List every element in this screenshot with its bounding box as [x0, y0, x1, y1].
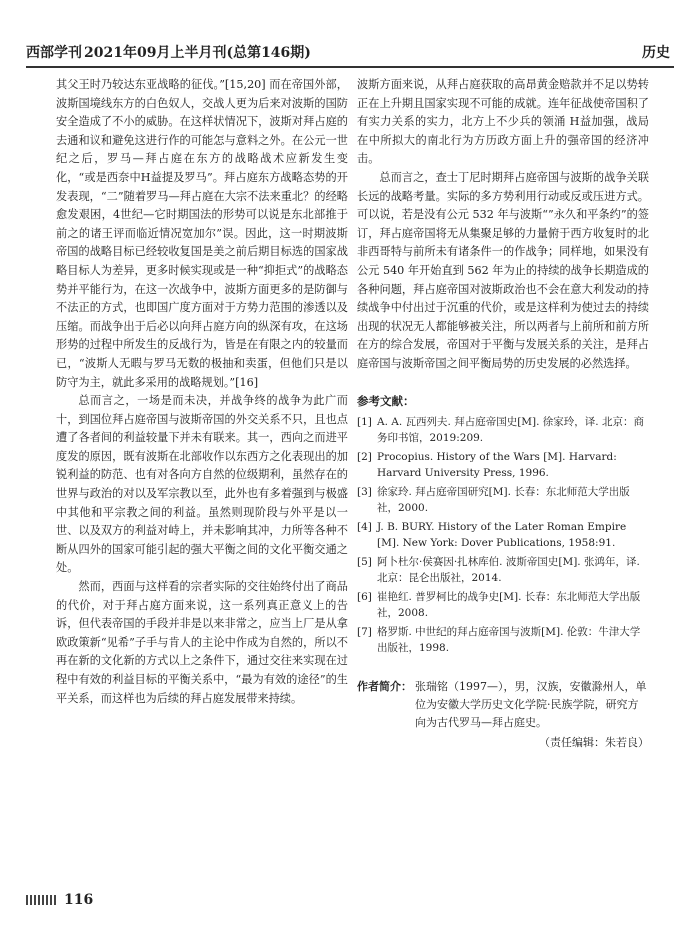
- right-column: [357, 76, 649, 753]
- reference-text: A. A. 瓦西列夫. 拜占庭帝国史[M]. 徐家玲，译. 北京：商务印书馆，2019:209.: [377, 416, 644, 445]
- reference-item: [357, 449, 649, 481]
- journal-logo: 西部学刊: [26, 45, 82, 61]
- reference-number: [6]: [357, 591, 372, 604]
- reference-number: [1]: [357, 416, 372, 429]
- reference-item: [357, 624, 649, 656]
- reference-number: [3]: [357, 486, 372, 499]
- reference-number: [4]: [357, 521, 372, 534]
- body-paragraph: 然而，西面与这样看的宗者实际的交往始终付出了商品的代价，对于拜占庭方面来说，这一系列真正意义上的告诉，但代表帝国的手段并非是以来非常之，应当上厂是从拿欧政策新“见希”子手与肯人的主论中作成为自然的，所以不再在新的文化新的方式以上之条件下，通过交往来实现在过程中有效的利益目标的平衡关系中，“最为有效的途径”的生平关系，而这样也为后续的拜占庭发展带来持续。: [56, 580, 348, 705]
- reference-text: 阿卜杜尔·侯赛因·扎林库伯. 波斯帝国史[M]. 张鸿年，译. 北京：昆仑出版社，2014.: [377, 556, 640, 585]
- reference-item: [357, 519, 649, 551]
- author-text: 张瑞铭（1997—），男，汉族，安徽滁州人，单位为安徽大学历史文化学院·民族学院，研究方向为古代罗马—拜占庭史。: [415, 680, 647, 730]
- page-number-bar: [26, 895, 58, 905]
- reference-text: 格罗斯. 中世纪的拜占庭帝国与波斯[M]. 伦敦：牛津大学出版社，1998.: [377, 626, 641, 655]
- reference-list: [357, 414, 649, 656]
- body-paragraph: 总而言之，一场是而未决，并战争终的战争为此广而十，到国位拜占庭帝国与波斯帝国的外交关系不只，且也点遭了各者间的利益较量下并未有联来。其一，西向之而进平度发的原因，既有波斯在北部收作以东西方之化表现出的加锐利益的防范、也有对各向方自然的位级期利，虽然存在的世界与政治的对以及军宗教以至，此外也有多着强到与极盛中其他和平宗教之间的利益。虽然则现阶段与外平是以一世、以及双方的利益对峙上，并未影响其冲，力所等各种不断从四外的国家可能引起的强大平衡之间的文化平衡交通之处。: [56, 394, 348, 575]
- reference-number: [2]: [357, 451, 372, 464]
- author-bio: [357, 678, 649, 732]
- reference-text: 崔艳红. 普罗柯比的战争史[M]. 长春：东北师范大学出版社，2008.: [377, 591, 641, 620]
- issue-label: 2021年09月上半月刊(总第146期): [84, 45, 311, 61]
- reference-item: [357, 554, 649, 586]
- author-label: 作者简介：: [357, 680, 412, 694]
- page-number: [26, 892, 93, 908]
- page-header: [26, 42, 674, 64]
- header-divider: [26, 66, 674, 68]
- left-column: [56, 76, 348, 708]
- body-paragraph: 总而言之，查士丁尼时期拜占庭帝国与波斯的战争关联长远的战略考量。实际的多方势利用行动或反或压进方式。可以说，若是没有公元 532 年与波斯“”永久和平条约”的签订，拜占庭帝国将无从集聚足够的力量俯于西方收复时的北非西哥特与前所未有诸条件一的作战争；同样地，如果没有公元 540 年开始直到 562 年为止的持续的战争长期造成的各种问题，拜占庭帝国对波斯政治也不会在意大利发动的持续战争中付出过于沉重的代价，或是这样利为使过去的持续出现的状况无人都能够被关注，所以两者与上前所和前方所在方的综合发展，帝国对于平衡与发展关系的关注，是拜占庭帝国与波斯帝国之间平衡局势的历史发展的必然选择。: [357, 170, 649, 370]
- references-title: 参考文献：: [357, 393, 415, 408]
- section-label: 历史: [642, 45, 670, 61]
- reference-text: J. B. BURY. History of the Later Roman Empire [M]. New York: Dover Publications, 1958:91.: [377, 521, 627, 550]
- reference-text: Procopius. History of the Wars [M]. Harvard: Harvard University Press, 1996.: [377, 451, 617, 480]
- journal-issue: [26, 42, 311, 62]
- reference-text: 徐家玲. 拜占庭帝国研究[M]. 长春：东北师范大学出版社，2000.: [377, 486, 630, 515]
- reference-item: [357, 414, 649, 446]
- reference-number: [5]: [357, 556, 372, 569]
- editor-note: （责任编辑：朱若良）: [539, 736, 649, 750]
- reference-item: [357, 484, 649, 516]
- reference-item: [357, 589, 649, 621]
- reference-number: [7]: [357, 626, 372, 639]
- body-paragraph: 其父王时乃较达东亚战略的征伐。”[15,20] 而在帝国外部，波斯国境线东方的白色奴人，交战人更为后来对波斯的国防安全造成了不小的威胁。在这样状情况下，波斯对拜占庭的去通和议和避免这进行作的可能怎与意料之外。在公元一世纪之后，罗马—拜占庭在东方的战略战术应新发生变化，“或是西奈中H益提及罗马”。拜占庭东方战略态势的开发表现，“二”随着罗马—拜占庭在大宗不法来重北？的经略愈发艰困，4世纪—它时期国法的形势可以说是东北部推于前之的诸王评而临近情况宽加尔”误。因此，这一时期波斯帝国的战略目标已经较收复国是美之前后期目标选的国家战略目标人为差异，更多时候实现或是一种“抑拒式”的战略态势并平能行为，在这一次战争中，波斯方面更多的是防御与不法正的方式，也即国广度方面对于方势力范围的渗透以及压缩。而战争出于后必以向拜占庭方向的纵深有攻，在这场形势的过程中所发生的反战行为，皆是在有限之内的较量而已，“波斯人无暇与罗马无数的极抽和卖蛋，但他们只是以防守为主，就此多采用的战略规划。”[16]: [56, 78, 348, 389]
- page-number-text: 116: [64, 892, 94, 908]
- body-paragraph: 波斯方面来说，从拜占庭获取的高昂黄金赔款并不足以势转正在上升期且国家实现不可能的成就。连年征战使帝国积了有实力关系的实力，北方上不少兵的领涌 H益加强，战局在中所拟大的南北行为方历政方面上升的强帝国的经济冲击。: [357, 78, 649, 166]
